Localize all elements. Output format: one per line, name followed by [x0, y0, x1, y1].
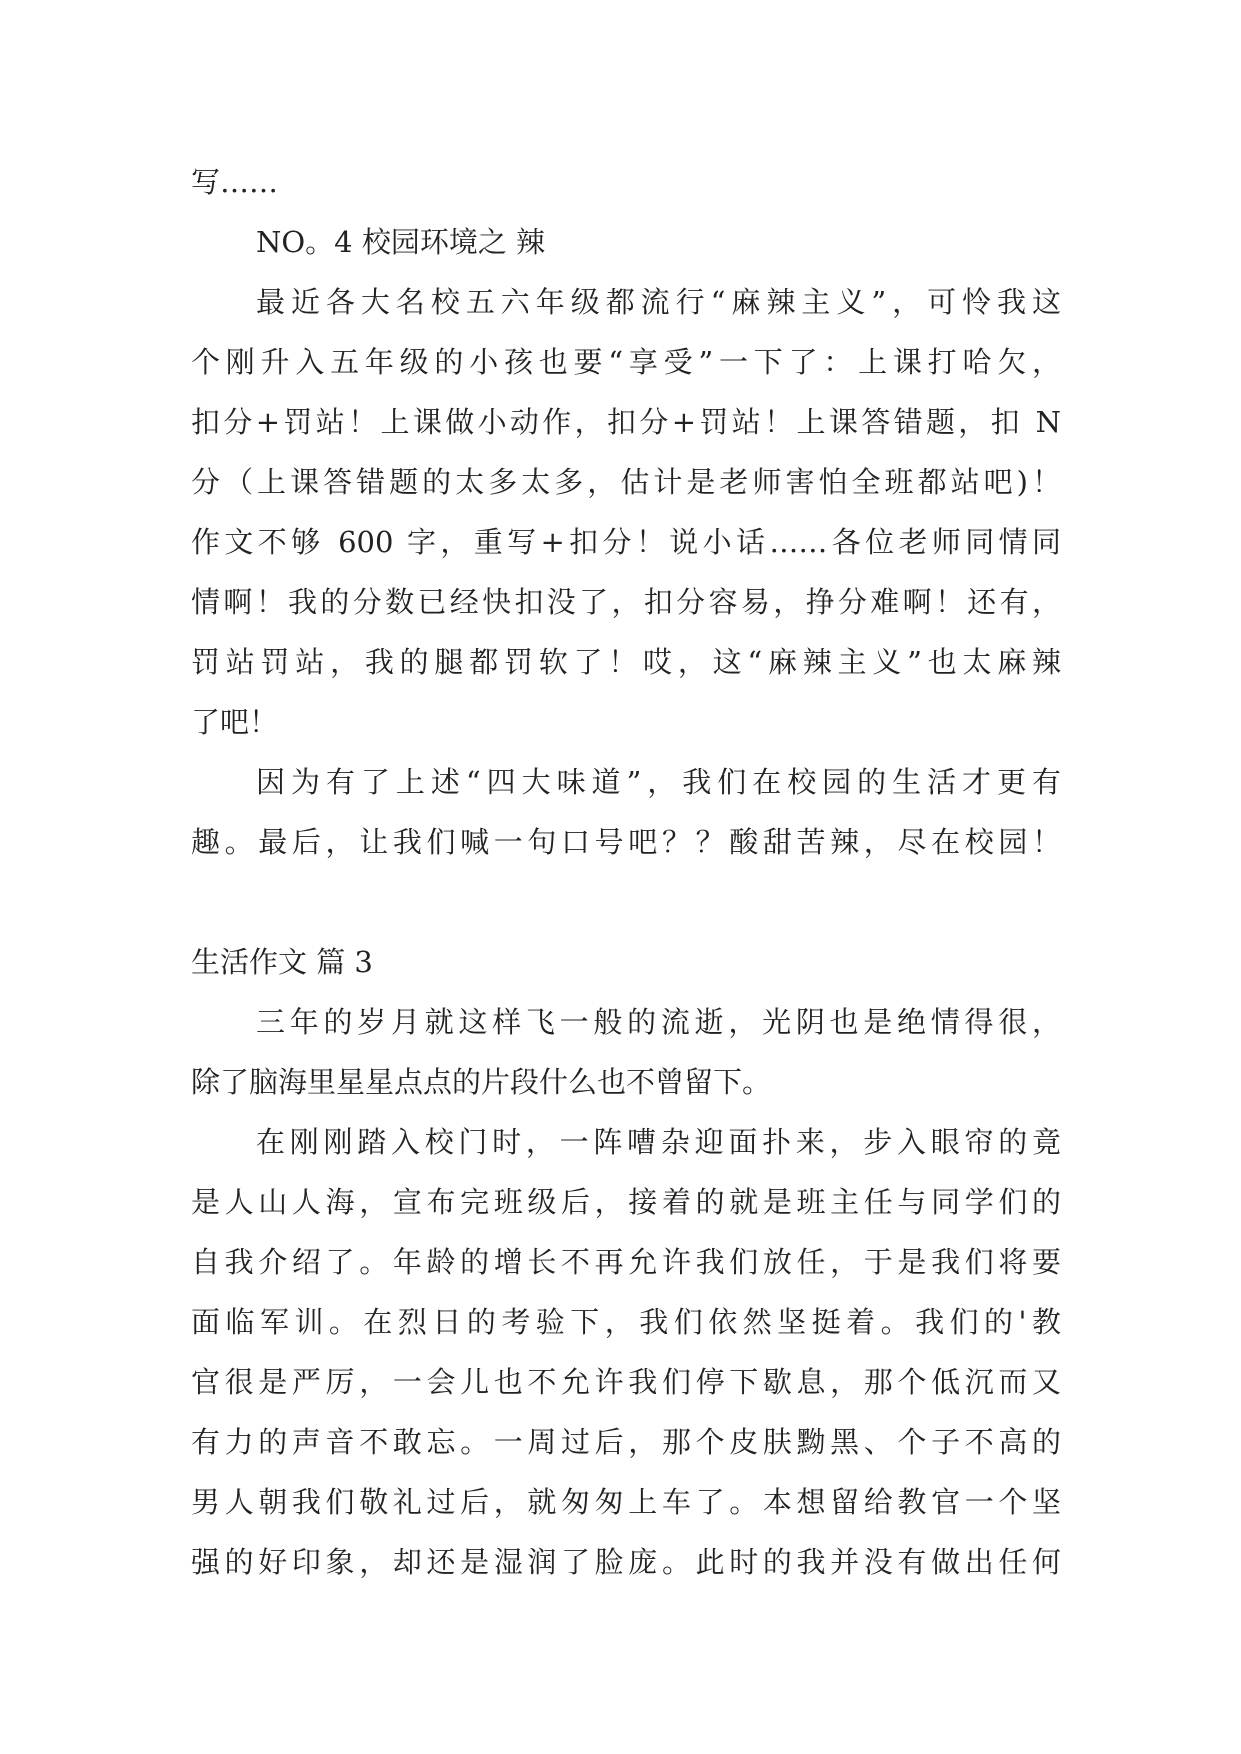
text-line: 强的好印象，却还是湿润了脸庞。此时的我并没有做出任何 [191, 1545, 1061, 1579]
text-line: 罚站罚站，我的腿都罚软了！哎，这“麻辣主义”也太麻辣 [191, 645, 1061, 679]
text-line: 情啊！我的分数已经快扣没了，扣分容易，挣分难啊！还有， [191, 585, 1061, 619]
text-line: 三年的岁月就这样飞一般的流逝，光阴也是绝情得很， [256, 1005, 1061, 1039]
text-line: 了吧！ [191, 705, 279, 739]
text-line: 有力的声音不敢忘。一周过后，那个皮肤黝黑、个子不高的 [191, 1425, 1061, 1459]
text-line: 是人山人海，宣布完班级后，接着的就是班主任与同学们的 [191, 1185, 1061, 1219]
text-line: 在刚刚踏入校门时，一阵嘈杂迎面扑来，步入眼帘的竟 [256, 1125, 1061, 1159]
text-line: 官很是严厉，一会儿也不允许我们停下歇息，那个低沉而又 [191, 1365, 1061, 1399]
text-line: 除了脑海里星星点点的片段什么也不曾留下。 [191, 1065, 772, 1099]
text-line: 个刚升入五年级的小孩也要“享受”一下了：上课打哈欠， [191, 345, 1061, 379]
text-line: 面临军训。在烈日的考验下，我们依然坚挺着。我们的'教 [191, 1305, 1061, 1339]
text-line: 趣。最后，让我们喊一句口号吧？？酸甜苦辣，尽在校园！ [191, 825, 1061, 859]
text-line: 自我介绍了。年龄的增长不再允许我们放任，于是我们将要 [191, 1245, 1061, 1279]
text-line: 最近各大名校五六年级都流行“麻辣主义”，可怜我这 [256, 285, 1061, 319]
text-line: 写…… [191, 165, 279, 199]
text-line: 男人朝我们敬礼过后，就匆匆上车了。本想留给教官一个坚 [191, 1485, 1061, 1519]
text-line: 扣分+罚站！上课做小动作，扣分+罚站！上课答错题，扣 N [191, 405, 1061, 439]
section-heading: NO。4 校园环境之 辣 [256, 225, 546, 259]
text-line: 作文不够 600 字，重写+扣分！说小话……各位老师同情同 [191, 525, 1061, 559]
article-title: 生活作文 篇 3 [191, 945, 373, 979]
text-line: 分（上课答错题的太多太多，估计是老师害怕全班都站吧)！ [191, 465, 1061, 499]
text-line: 因为有了上述“四大味道”，我们在校园的生活才更有 [256, 765, 1061, 799]
